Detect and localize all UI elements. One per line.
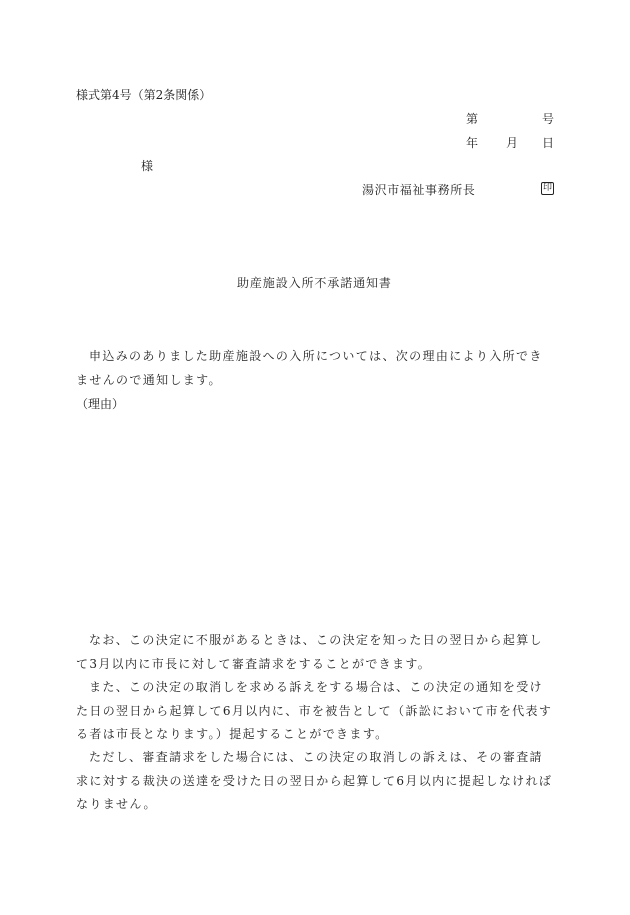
document-title: 助産施設入所不承諾通知書 <box>237 276 392 290</box>
seal-mark <box>541 182 554 195</box>
addressee-suffix: 様 <box>141 159 154 173</box>
form-label: 様式第4号（第2条関係） <box>76 88 212 102</box>
seal-icon: 印 <box>542 183 552 193</box>
issuer: 湯沢市福祉事務所長 <box>362 183 476 197</box>
notice-paragraph-3: ただし、審査請求をした場合には、この決定の取消しの訴えは、その審査請求に対する裁決の送達を受けた日の翌日から起算して6月以内に提起しなければなりません。 <box>76 750 553 811</box>
date-year: 年 <box>466 136 479 150</box>
date-month: 月 <box>506 136 519 150</box>
reason-label: （理由） <box>76 397 125 411</box>
document-number-suffix: 号 <box>542 112 555 126</box>
body-text: 申込みのありました助産施設への入所については、次の理由により入所できませんので通知します。 <box>76 349 543 387</box>
notice-paragraph-2: また、この決定の取消しを求める訴えをする場合は、この決定の通知を受けた日の翌日から起算して6月以内に、市を被告として（訴訟において市を代表する者は市長となります。）提起することができます。 <box>76 680 553 741</box>
notice-paragraph-1: なお、この決定に不服があるときは、この決定を知った日の翌日から起算して3月以内に市長に対して審査請求をすることができます。 <box>76 633 543 671</box>
document-number-prefix: 第 <box>466 112 479 126</box>
date-day: 日 <box>542 136 555 150</box>
